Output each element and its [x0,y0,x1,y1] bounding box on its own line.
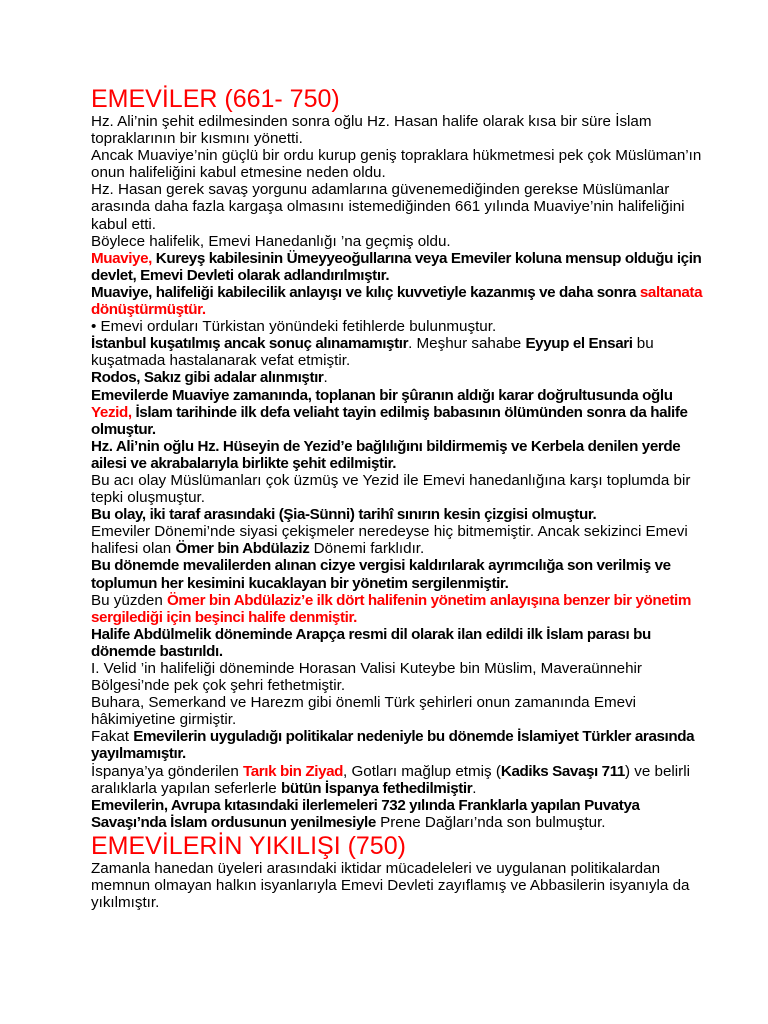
paragraph [91,181,713,232]
paragraph [91,797,713,831]
bold-text: bütün İspanya fethedilmiştir [280,779,473,797]
paragraph [91,250,713,284]
text-run: . Meşhur sahabe [408,335,526,353]
text-run: Dönemi farklıdır. [309,540,425,558]
bold-text: Kureyş kabilesinin Ümeyyeoğullarına veya Emeviler koluna mensup olduğu için devlet, Emevi Devleti olarak adlandırılmıştır. [91,249,702,284]
paragraph [91,113,713,147]
text-run: Buhara, Semerkand ve Harezm gibi önemli Türk şehirleri onun zamanında Emevi hâkimiyetine girmiştir. [91,694,637,729]
paragraph [91,728,713,762]
paragraph [91,592,713,626]
bold-text: Kadiks Savaşı 711 [500,762,625,780]
section-emeviler [91,86,713,831]
bold-text: Muaviye, halifeliği kabilecilik anlayışı ve kılıç kuvvetiyle kazanmış ve daha sonra [91,283,640,301]
text-run: , Gotları mağlup etmiş ( [343,762,501,780]
text-run: I. Velid ’in halifeliği döneminde Horasan Valisi Kuteybe bin Müslim, Maveraünnehir Bölgesi’nde pek çok şehri fethetmiştir. [91,660,642,695]
paragraph [91,860,713,911]
bold-text: Emevilerde Muaviye zamanında, toplanan bir şûranın aldığı karar doğrultusunda oğlu [91,386,673,404]
bold-text: Emevilerin, Avrupa kıtasındaki ilerlemeleri 732 yılında Franklarla yapılan Puvatya Savaşı’nda İslam ordusunun yenilmesiyle [91,796,640,831]
paragraph [91,387,713,438]
text-run: İspanya’ya gönderilen [91,762,243,780]
text-run: Ancak Muaviye’nin güçlü bir ordu kurup geniş topraklara hükmetmesi pek çok Müslüman’ın onun halifeliğini kabul etmesine neden oldu. [91,147,702,182]
text-run: Bu acı olay Müslümanları çok üzmüş ve Yezid ile Emevi hanedanlığına karşı toplumda bir tepki oluşmuştur. [91,471,691,507]
bold-text: İslam tarihinde ilk defa veliaht tayin edilmiş babasının ölümünden sonra da halife olmuştur. [91,403,688,438]
bold-text: İstanbul kuşatılmış ancak sonuç alınamamıştır [91,335,409,353]
highlighted-text: Tarık bin Ziyad [242,762,344,780]
bullet-paragraph [91,318,713,335]
paragraph [91,557,713,591]
paragraph [91,660,713,694]
highlighted-text: Ömer bin Abdülaziz’e ilk dört halifenin yönetim anlayışına benzer bir yönetim sergilediği için beşinci halife denmiştir. [91,591,691,626]
paragraph [91,369,713,386]
bold-text: Hz. Ali’nin oğlu Hz. Hüseyin de Yezid’e bağlılığını bildirmemiş ve Kerbela denilen yerde ailesi ve akrabalarıyla birlikte şehit edilmiştir. [91,437,681,472]
bold-text: Bu olay, iki taraf arasındaki (Şia-Sünni) tarihî sınırın kesin çizgisi olmuştur. [91,506,597,524]
section-heading: EMEVİLERİN YIKILIŞI (750) [91,831,406,860]
text-run: . [472,779,477,797]
section-heading: EMEVİLER (661- 750) [91,85,340,113]
paragraph [91,626,713,660]
paragraph [91,472,713,506]
paragraph [91,147,713,181]
paragraph [91,523,713,557]
paragraph [91,284,713,318]
text-run: Böylece halifelik, Emevi Hanedanlığı ’na geçmiş oldu. [91,232,451,250]
text-run: bu kuşatmada hastalanarak vefat etmiştir. [91,335,654,370]
document-content [91,86,713,911]
text-run: Emeviler Dönemi’nde siyasi çekişmeler neredeyse hiç bitmemiştir. Ancak sekizinci Emevi halifesi olan [91,523,688,558]
paragraph [91,335,713,369]
highlighted-text: saltanata dönüştürmüştür. [91,283,703,319]
text-run: Bu yüzden [91,591,167,609]
paragraph [91,694,713,728]
text-run: • Emevi orduları Türkistan yönündeki fetihlerde bulunmuştur. [91,318,497,336]
paragraph [91,233,713,250]
bold-text: Ömer bin Abdülaziz [175,540,310,558]
highlighted-text: Muaviye, [91,249,152,267]
bold-text: Halife Abdülmelik döneminde Arapça resmi dil olarak ilan edildi ilk İslam parası bu dönemde bastırıldı. [91,625,651,660]
text-run: Fakat [91,728,134,746]
text-run: Prene Dağları’nda son bulmuştur. [375,813,606,831]
bold-text: Eyyup el Ensari [525,335,633,353]
paragraph [91,506,713,523]
bold-text: Rodos, Sakız gibi adalar alınmıştır [91,369,324,387]
bold-text: Emevilerin uyguladığı politikalar nedeniyle bu dönemde İslamiyet Türkler arasında yayılmamıştır. [91,728,695,763]
text-run: . [323,369,328,387]
text-run: Hz. Ali’nin şehit edilmesinden sonra oğlu Hz. Hasan halife olarak kısa bir süre İslam topraklarının bir kısmını yönetti. [91,113,652,148]
text-run: ) ve belirli aralıklarla yapılan seferlerle [91,762,690,797]
highlighted-text: Yezid, [91,403,132,421]
paragraph [91,763,713,797]
text-run: Zamanla hanedan üyeleri arasındaki iktidar mücadeleleri ve uygulanan politikalardan memnun olmayan halkın isyanlarıyla Emevi Devleti zayıflamış ve Abbasilerin isyanıyla da yıkılmıştır. [91,859,690,912]
section-emevilerin-yikilisi [91,833,713,911]
paragraph [91,438,713,472]
text-run: Hz. Hasan gerek savaş yorgunu adamlarına güvenemediğinden gerekse Müslümanlar arasında daha fazla kargaşa olmasını istemediğinden 661 yılında Muaviye’nin halifeliğini kabul etti. [91,181,685,233]
bold-text: Bu dönemde mevalilerden alınan cizye vergisi kaldırılarak ayrımcılığa son verilmiş ve toplumun her kesimini kucaklayan bir yönetim sergilenmiştir. [91,557,671,592]
